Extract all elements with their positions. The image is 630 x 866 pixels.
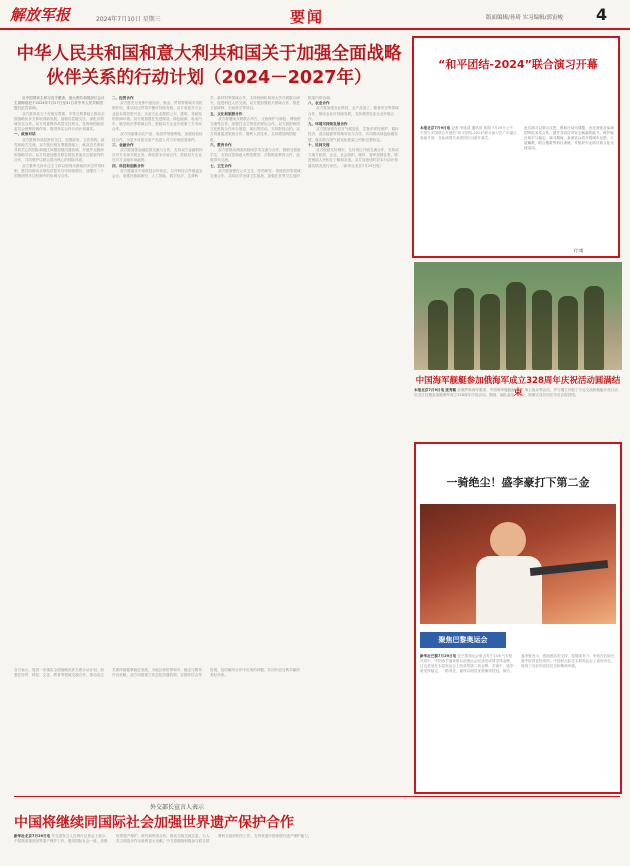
olympics-byline: 新华社巴黎7月29日电 [420, 654, 457, 658]
subhead: 四、科技和创新合作 [112, 163, 145, 168]
exercise-author: 记者 李选清 通讯员 邓翔 [451, 126, 491, 130]
newspaper-logo: 解放军报 [10, 6, 71, 24]
subhead: 八、农业合作 [308, 101, 330, 106]
subhead: 九、环境可持续发展合作 [308, 122, 348, 127]
exercise-headline: “和平团结-2024”联合演习开幕 [438, 58, 598, 71]
subhead: 七、卫生合作 [210, 163, 232, 168]
olympics-headline: 一骑绝尘！盛李豪打下第二金 [446, 476, 590, 489]
navy-body: 本报北京7月9日电 张秀熙 应俄罗斯海军邀请，中国海军舰艇编队近日赴俄参加俄海军成立328周年庆祝活动。期间，编队参加了海上阅兵等活动，并与俄方开展了专业交流和舰艇开放日活动，圆满完成各项任务后启程回国。 [414, 388, 619, 397]
subhead: 三、金融合作 [112, 142, 134, 147]
olympics-section-label: 聚焦巴黎奥运会 [420, 632, 506, 648]
bottom-byline: 新华社北京7月29日电 [14, 834, 51, 838]
bottom-body: 新华社北京7月29日电 外交部发言人在例行记者会上表示，中国高度重视世界遗产保护工作，愿同国际社会一道，加强世界遗产保护、研究和利用合作，推动文明交流互鉴，为人类文明进步作出新的更大贡献。中方将继续积极参与联合国教科文组织相关工作，支持发展中国家提升遗产保护能力。 [14, 834, 312, 843]
main-headline: 中华人民共和国和意大利共和国关于加强全面战略伙伴关系的行动计划（2024－2027年） [16, 44, 402, 88]
exercise-body: 此次演习以联合反恐、维和行动为课题，旨在深化各参演国军队务实合作，提升共同应对安全威胁的能力，维护地区和平与稳定。演习期间，参演官兵将开展城市反恐、人质解救、联合搜救等科目训练，并组织专业研讨和文化交流活动。 [524, 126, 614, 150]
issue-date: 2024年7月10日 星期三 [96, 16, 161, 23]
side-story-olympics [414, 442, 622, 794]
subhead: 五、文化和旅游合作 [210, 111, 243, 116]
secondary-story-body: 各方表示，将进一步落实全面战略伙伴关系行动计划，加强在经贸、科技、文化、教育等领域交流合作，推动双边关系持续健康稳定发展，为地区和世界和平、稳定与繁荣作出贡献。双方同意建立常态化沟通机制，定期评估合作进展，及时解决合作中出现的问题，共同开创互利共赢的美好未来。 [14, 668, 300, 677]
page-number: 4 [596, 5, 608, 24]
subhead: 二、经贸合作 [112, 96, 134, 100]
editors-line: 版面编辑/孙琦 实习编辑/郭寅峻 [486, 15, 563, 21]
navy-headline: 中国海军舰艇参加俄海军成立328周年庆祝活动圆满结束 [415, 376, 621, 398]
main-story-body: 应中国国家主席习近平邀请，意大利共和国部长会议主席梅洛尼于2024年7月27日至31日对中华人民共和国进行正式访问。 双方重申致力于在相互尊重、平等互利基础上推动全面战略伙伴关系取得新发展，加强各层级交往，深化各领域务实合作。双方同意保持高层交往势头，发挥两国政府委员会统筹协调作用，推进务实合作行动计划落实。 一、政治对话 双方愿保持高层密切交往，加强政府、立法机构、政党和地方交流。双方愿在相互尊重基础上，就双边关系和共同关心的国际和地区问题加强沟通协调，开展外交磋商和战略对话。双方同意加强在联合国及其他多边框架内的合作，共同维护以联合国为核心的国际体系。 双方重申支持多边主义和以规则为基础的多边贸易体制，愿共同推动全球经济复苏与可持续增长，加强在二十国集团等多边机制中的协调与合作。 二、经贸合作 双方愿充分发挥中意经济、财金、贸易等领域对话机制作用，推动双边贸易平衡可持续发展。双方欢迎对方企业赴本国投资兴业，为双方企业提供公平、透明、非歧视的营商环境。双方愿加强在先进制造、绿色能源、电动汽车、航空航天等领域合作，鼓励双方企业开展第三方市场合作。 双方同意推动农产品、食品贸易便利化，加强检验检疫合作，为更多优质农食产品进入对方市场创造条件。 三、金融合作 双方愿加强金融监管交流与合作，支持双方金融机构在对方市场开展业务，深化资本市场合作，鼓励双方企业在对方金融市场融资。 四、科技和创新合作 双方愿落实中意科技合作协定，召开科技合作联委会会议，加强在基础研究、人工智能、数字经济、生命科学、新材料等领域合作，支持科研机构和大学开展联合研究，促进科技人员交流。双方愿加强航天领域合作，推进卫星研制、空间科学等项目。 五、文化和旅游合作 双方将继续开展联合考古、文物保护与修复、博物馆交流等合作，加强打击文物非法贩运合作。双方鼓励两国文化机构合作举办展览、演出等活动，支持影视合拍。双方同意促进旅游合作，便利人员往来，支持增加两国航班。 六、教育合作 双方愿推动两国高校间学术交流与合作，鼓励互派留学生，支持汉语和意大利语教学，开展职业教育合作，加强青年交流。 七、卫生合作 双方愿加强在公共卫生、医药研发、传统医药等领域交流合作，共同应对全球卫生挑战，加强在世界卫生组织框架内的协调。 八、农业合作 双方愿加强农业科技、农产品加工、粮食安全等领域合作，推动农业可持续发展，支持两国农业企业开展合作。 九、环境可持续发展合作 双方愿加强在应对气候变化、生物多样性保护、循环经济、清洁能源等领域对话与合作，共同推动绿色低碳发展，落实联合国气候变化框架公约和巴黎协定。 十、民间交流 双方鼓励友好城市、友好省区开展交流合作，支持双方地方政府、企业、社会组织、媒体、智库加强往来，增进两国人民相互了解和友谊。双方同意适时对本行动计划落实情况进行评估。（新华社北京7月29日电） [14, 96, 399, 179]
olympics-body: 新华社巴黎7月29日电 在巴黎奥运会射击男子10米气步枪决赛中，中国选手盛李豪以创奥运会纪录的成绩夺得金牌，这也是他在本届奥运会上收获的第二枚金牌。决赛中，盛李豪发挥稳定，一路领先，最终以明显优势摘得桂冠。赛后，盛李豪表示，感谢团队的支持，将继续努力，争取在后续比赛中取得更好成绩。中国射击队在本届奥运会上表现出色，展现了良好的竞技状态和精神风貌。 [420, 654, 615, 673]
side-story-exercise [412, 36, 620, 258]
subhead: 六、教育合作 [210, 142, 232, 147]
subhead: 十、民间交流 [308, 142, 330, 147]
exercise-byline: 本报北京7月9日电 [420, 126, 451, 130]
bottom-divider [14, 796, 620, 797]
main-story-lead: 应中国国家主席习近平邀请，意大利共和国部长会议主席梅洛尼于2024年7月27日至31日对中华人民共和国进行正式访问。 [14, 96, 105, 111]
exercise-photo [414, 262, 622, 370]
subhead: 一、政治对话 [14, 132, 36, 137]
olympics-athlete-photo [420, 504, 616, 624]
bottom-headline: 中国将继续同国际社会加强世界遗产保护合作 [14, 815, 294, 831]
navy-byline: 本报北京7月9日电 张秀熙 [414, 388, 457, 392]
exercise-byline-block: 本报北京7月9日电 记者 李选清 通讯员 邓翔 7月29日上午，中国与多国联合开展的“和平团结-2024”联合演习在广东湛江某地开幕，各参演国代表团团长出席开幕式。 [420, 126, 517, 140]
exercise-signoff: 付 晴 [574, 248, 584, 253]
section-title: 要闻 [290, 8, 325, 26]
bottom-kicker: 外交部长宣言人表示 [150, 804, 205, 811]
